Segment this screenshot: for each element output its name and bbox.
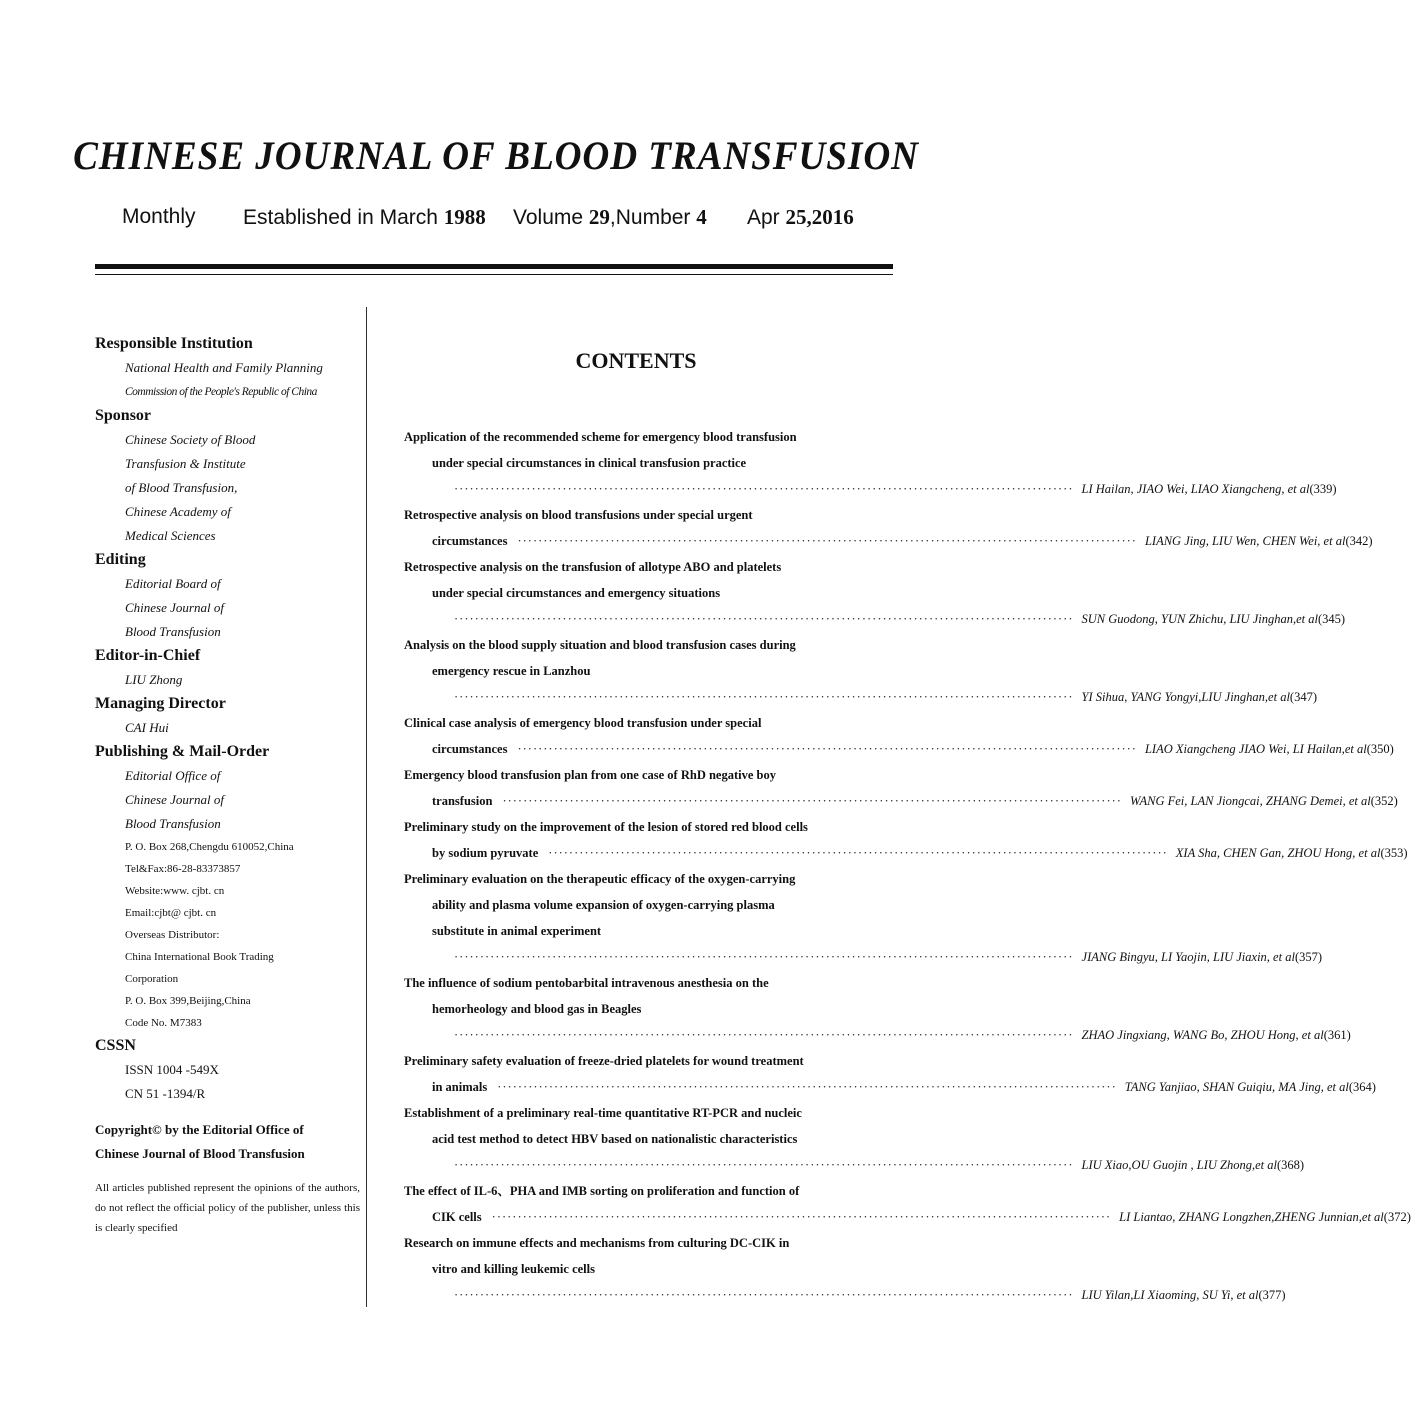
- toc-page-number: (353): [1380, 846, 1408, 860]
- editing-heading: Editing: [95, 551, 146, 568]
- cssn-heading: CSSN: [95, 1037, 136, 1054]
- toc-page-number: (361): [1323, 1028, 1351, 1042]
- dot-leader: ························································································································: [454, 482, 1074, 496]
- toc-author-line: [404, 1152, 1305, 1178]
- toc-title-line: The effect of IL-6、PHA and IMB sorting on proliferation and function of: [404, 1184, 800, 1198]
- masthead-line: Commission of the People's Republic of China: [125, 386, 317, 398]
- dot-leader: ························································································································: [454, 690, 1074, 704]
- masthead-line: Chinese Academy of: [125, 504, 231, 519]
- toc-title-line: Retrospective analysis on the transfusion of allotype ABO and platelets: [404, 560, 782, 574]
- toc-page-number: (345): [1317, 612, 1346, 626]
- toc-authors: WANG Fei, LAN Jiongcai, ZHANG Demei, et al: [1129, 794, 1371, 808]
- masthead-line: Blood Transfusion: [125, 816, 221, 831]
- toc-title-line: CIK cells: [432, 1210, 482, 1224]
- established: Established in March 1988: [243, 205, 486, 229]
- header-rule-thick: [95, 264, 893, 269]
- toc-title-line: hemorheology and blood gas in Beagles: [432, 1002, 642, 1016]
- address-line: China International Book Trading: [125, 951, 274, 963]
- toc-page-number: (342): [1345, 534, 1373, 548]
- toc-authors: TANG Yanjiao, SHAN Guiqiu, MA Jing, et al: [1124, 1080, 1349, 1094]
- responsible-institution-heading: Responsible Institution: [95, 335, 253, 352]
- toc-authors: LIAO Xiangcheng JIAO Wei, LI Hailan,et al: [1144, 742, 1367, 756]
- toc-author-line: [404, 944, 1323, 970]
- dot-leader: ························································································································: [502, 794, 1122, 808]
- toc-title-line: Emergency blood transfusion plan from one case of RhD negative boy: [404, 768, 776, 782]
- toc-title-line: Clinical case analysis of emergency blood transfusion under special: [404, 716, 762, 730]
- toc-entry[interactable]: [404, 762, 1398, 814]
- masthead-line: Blood Transfusion: [125, 624, 221, 639]
- dot-leader: ························································································································: [454, 950, 1074, 964]
- toc-page-number: (377): [1258, 1288, 1286, 1302]
- volume-number: Volume 29,Number 4: [513, 205, 707, 229]
- toc-author-line: [404, 1282, 1286, 1308]
- table-of-contents: [404, 424, 1411, 1308]
- toc-author-line: [404, 1022, 1351, 1048]
- toc-entry[interactable]: [404, 970, 1351, 1048]
- toc-title-line: Analysis on the blood supply situation and blood transfusion cases during: [404, 638, 796, 652]
- toc-authors: LIU Yilan,LI Xiaoming, SU Yi, et al: [1081, 1288, 1259, 1302]
- masthead-line: LIU Zhong: [125, 672, 183, 687]
- toc-author-line: [404, 1074, 1376, 1100]
- contents-heading: CONTENTS: [575, 348, 697, 373]
- address-line: Overseas Distributor:: [125, 929, 220, 941]
- toc-entry[interactable]: [404, 1178, 1411, 1230]
- toc-authors: LI Hailan, JIAO Wei, LIAO Xiangcheng, et al: [1081, 482, 1310, 496]
- managing-director-heading: Managing Director: [95, 695, 226, 712]
- toc-title-line: in animals: [432, 1080, 488, 1094]
- address-line: Tel&Fax:86-28-83373857: [125, 863, 241, 875]
- toc-title-line: substitute in animal experiment: [432, 924, 602, 938]
- toc-title-line: Application of the recommended scheme for emergency blood transfusion: [404, 430, 797, 444]
- toc-title-line: Preliminary study on the improvement of the lesion of stored red blood cells: [404, 820, 808, 834]
- toc-entry[interactable]: [404, 814, 1408, 866]
- toc-author-line: [404, 736, 1394, 762]
- toc-page-number: (339): [1309, 482, 1337, 496]
- address-line: P. O. Box 399,Beijing,China: [125, 995, 251, 1007]
- toc-authors: SUN Guodong, YUN Zhichu, LIU Jinghan,et al: [1081, 612, 1318, 626]
- masthead-line: CAI Hui: [125, 720, 169, 735]
- frequency: Monthly: [122, 205, 196, 228]
- masthead-line: National Health and Family Planning: [125, 360, 323, 375]
- dot-leader: ························································································································: [454, 1158, 1074, 1172]
- masthead-line: Editorial Board of: [125, 576, 221, 591]
- toc-page-number: (368): [1277, 1158, 1305, 1172]
- address-line: Corporation: [125, 973, 179, 985]
- issn: ISSN 1004 -549X: [125, 1062, 219, 1077]
- toc-title-line: transfusion: [432, 794, 493, 808]
- toc-title-line: circumstances: [432, 534, 508, 548]
- journal-title: CHINESE JOURNAL OF BLOOD TRANSFUSION: [73, 133, 919, 178]
- dot-leader: ························································································································: [517, 742, 1137, 756]
- toc-authors: YI Sihua, YANG Yongyi,LIU Jinghan,et al: [1081, 690, 1290, 704]
- toc-author-line: [404, 788, 1398, 814]
- toc-page-number: (347): [1289, 690, 1317, 704]
- toc-entry[interactable]: [404, 554, 1346, 632]
- toc-title-line: under special circumstances and emergency situations: [432, 586, 721, 600]
- toc-authors: XIA Sha, CHEN Gan, ZHOU Hong, et al: [1175, 846, 1381, 860]
- toc-title-line: Establishment of a preliminary real-time quantitative RT-PCR and nucleic: [404, 1106, 802, 1120]
- toc-title-line: circumstances: [432, 742, 508, 756]
- toc-author-line: [404, 476, 1337, 502]
- copyright-notice: Copyright© by the Editorial Office of Chinese Journal of Blood Transfusion: [95, 1122, 305, 1161]
- masthead-line: Editorial Office of: [125, 768, 221, 783]
- masthead-line: Chinese Journal of: [125, 792, 224, 807]
- dot-leader: ························································································································: [454, 612, 1074, 626]
- toc-author-line: [404, 684, 1317, 710]
- toc-author-line: [404, 528, 1373, 554]
- toc-page-number: (357): [1294, 950, 1323, 964]
- toc-entry[interactable]: [404, 502, 1373, 554]
- toc-title-line: Preliminary evaluation on the therapeutic efficacy of the oxygen-carrying: [404, 872, 796, 886]
- address-line: Email:cjbt@ cjbt. cn: [125, 907, 217, 919]
- column-divider: [366, 307, 367, 1307]
- address-line: Code No. M7383: [125, 1017, 202, 1029]
- toc-title-line: Research on immune effects and mechanisms from culturing DC-CIK in: [404, 1236, 790, 1250]
- toc-entry[interactable]: [404, 866, 1323, 970]
- toc-author-line: [404, 606, 1346, 632]
- toc-authors: JIANG Bingyu, LI Yaojin, LIU Jiaxin, et al: [1081, 950, 1295, 964]
- toc-title-line: Preliminary safety evaluation of freeze-dried platelets for wound treatment: [404, 1054, 804, 1068]
- dot-leader: ························································································································: [548, 846, 1168, 860]
- toc-entry[interactable]: [404, 710, 1394, 762]
- toc-authors: ZHAO Jingxiang, WANG Bo, ZHOU Hong, et al: [1081, 1028, 1324, 1042]
- issue-date: Apr 25,2016: [747, 205, 854, 229]
- masthead-line: Chinese Society of Blood: [125, 432, 256, 447]
- toc-title-line: by sodium pyruvate: [432, 846, 539, 860]
- sponsor-heading: Sponsor: [95, 407, 152, 424]
- toc-page-number: (364): [1348, 1080, 1376, 1094]
- toc-title-line: under special circumstances in clinical transfusion practice: [432, 456, 747, 470]
- toc-authors: LIANG Jing, LIU Wen, CHEN Wei, et al: [1144, 534, 1346, 548]
- masthead-line: Transfusion & Institute: [125, 456, 246, 471]
- toc-title-line: ability and plasma volume expansion of oxygen-carrying plasma: [432, 898, 775, 912]
- toc-authors: LI Liantao, ZHANG Longzhen,ZHENG Junnian,et al: [1119, 1210, 1384, 1224]
- toc-title-line: vitro and killing leukemic cells: [432, 1262, 595, 1276]
- toc-page-number: (372): [1383, 1210, 1411, 1224]
- header-rule-thin: [95, 274, 893, 275]
- publishing-heading: Publishing & Mail-Order: [95, 743, 270, 760]
- dot-leader: ························································································································: [454, 1288, 1074, 1302]
- toc-entry[interactable]: [404, 632, 1317, 710]
- address-line: P. O. Box 268,Chengdu 610052,China: [125, 841, 294, 853]
- toc-title-line: acid test method to detect HBV based on nationalistic characteristics: [432, 1132, 798, 1146]
- toc-entry[interactable]: [404, 1230, 1286, 1308]
- toc-title-line: emergency rescue in Lanzhou: [432, 664, 591, 678]
- masthead-line: Medical Sciences: [125, 528, 216, 543]
- toc-author-line: [404, 1204, 1411, 1230]
- address-line: Website:www. cjbt. cn: [125, 885, 225, 897]
- toc-title-line: The influence of sodium pentobarbital intravenous anesthesia on the: [404, 976, 769, 990]
- dot-leader: ························································································································: [517, 534, 1137, 548]
- dot-leader: ························································································································: [491, 1210, 1112, 1224]
- toc-entry[interactable]: [404, 1048, 1376, 1100]
- toc-title-line: Retrospective analysis on blood transfusions under special urgent: [404, 508, 753, 522]
- toc-entry[interactable]: [404, 424, 1337, 502]
- masthead-sidebar: [95, 332, 360, 1238]
- masthead-line: Chinese Journal of: [125, 600, 224, 615]
- toc-page-number: (352): [1370, 794, 1398, 808]
- masthead-line: of Blood Transfusion,: [125, 480, 238, 495]
- disclaimer: All articles published represent the opinions of the authors, do not reflect the official policy of the publisher, unless this is clearly specified: [95, 1182, 360, 1234]
- toc-authors: LIU Xiao,OU Guojin , LIU Zhong,et al: [1081, 1158, 1278, 1172]
- dot-leader: ························································································································: [497, 1080, 1117, 1094]
- toc-entry[interactable]: [404, 1100, 1305, 1178]
- dot-leader: ························································································································: [454, 1028, 1074, 1042]
- cn-number: CN 51 -1394/R: [125, 1086, 206, 1101]
- toc-author-line: [404, 840, 1408, 866]
- toc-page-number: (350): [1366, 742, 1394, 756]
- editor-in-chief-heading: Editor-in-Chief: [95, 647, 201, 664]
